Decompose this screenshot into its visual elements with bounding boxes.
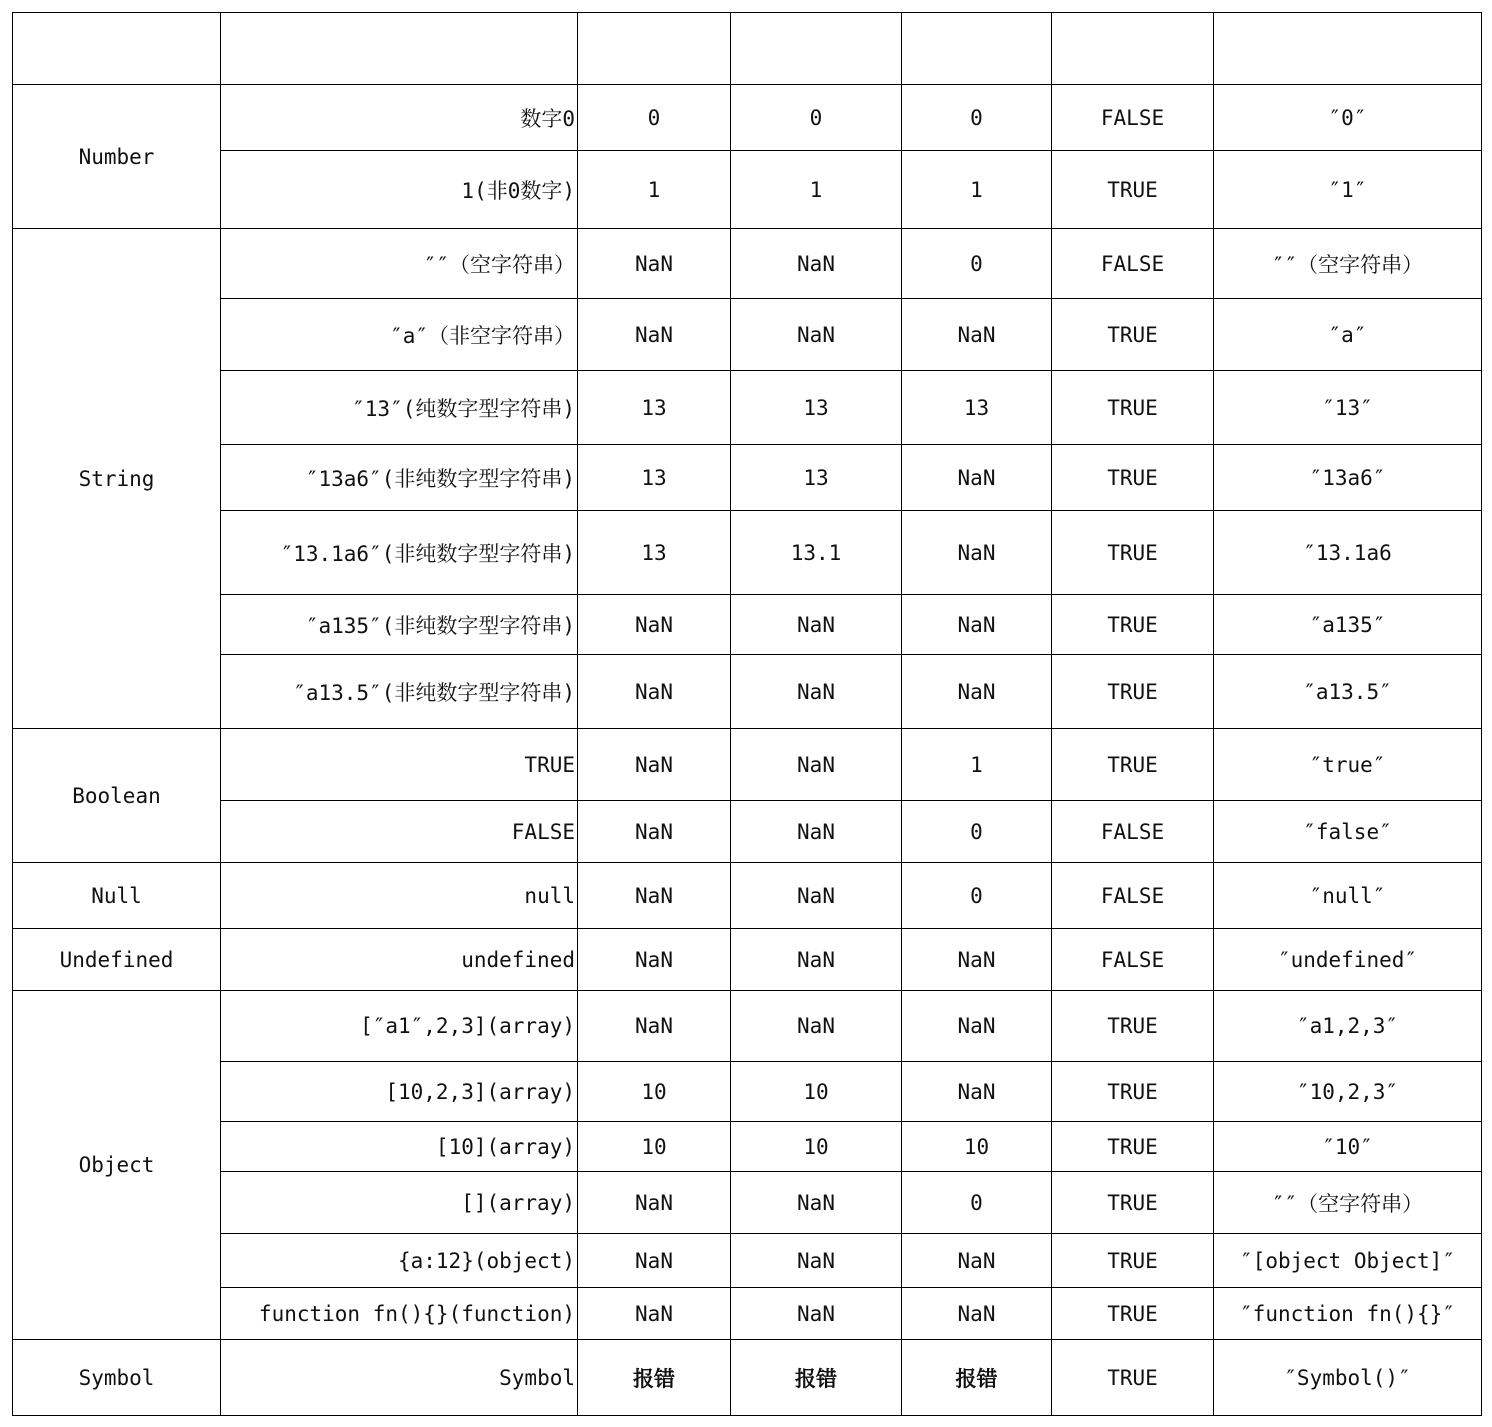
string-cell: ″[object Object]″: [1214, 1234, 1482, 1288]
boolean-cell: TRUE: [1052, 445, 1214, 511]
number-cell: NaN: [578, 595, 731, 655]
value-cell: ″a135″(非纯数字型字符串): [221, 595, 578, 655]
type-cell: Undefined: [13, 929, 221, 991]
parsefloat-cell: 1: [731, 151, 902, 229]
number-cell: 10: [578, 1122, 731, 1172]
value-cell: ″a13.5″(非纯数字型字符串): [221, 655, 578, 729]
parseint-cell: 0: [902, 1172, 1052, 1234]
table-row: [13, 929, 1482, 991]
number-cell: 13: [578, 511, 731, 595]
value-cell: [″a1″,2,3](array): [221, 991, 578, 1062]
parseint-cell: NaN: [902, 511, 1052, 595]
boolean-cell: TRUE: [1052, 655, 1214, 729]
parsefloat-cell: NaN: [731, 1172, 902, 1234]
value-cell: 数字0: [221, 85, 578, 151]
string-cell: ″13.1a6: [1214, 511, 1482, 595]
parseint-cell: NaN: [902, 445, 1052, 511]
table-row: [13, 1172, 1482, 1234]
parsefloat-cell: NaN: [731, 1234, 902, 1288]
parseint-cell: NaN: [902, 929, 1052, 991]
value-cell: [10,2,3](array): [221, 1062, 578, 1122]
boolean-cell: TRUE: [1052, 991, 1214, 1062]
string-cell: ″10,2,3″: [1214, 1062, 1482, 1122]
string-cell: ″1″: [1214, 151, 1482, 229]
boolean-cell: TRUE: [1052, 1172, 1214, 1234]
value-cell: function fn(){}(function): [221, 1288, 578, 1340]
parsefloat-cell: NaN: [731, 863, 902, 929]
table-row: [13, 299, 1482, 371]
type-cell: Symbol: [13, 1340, 221, 1416]
parseint-cell: 0: [902, 229, 1052, 299]
parsefloat-cell: NaN: [731, 929, 902, 991]
header-cell: [1052, 13, 1214, 85]
string-cell: ″false″: [1214, 801, 1482, 863]
string-cell: ″function fn(){}″: [1214, 1288, 1482, 1340]
string-cell: ″true″: [1214, 729, 1482, 801]
number-cell: NaN: [578, 229, 731, 299]
value-cell: TRUE: [221, 729, 578, 801]
parsefloat-cell: NaN: [731, 299, 902, 371]
header-cell: [578, 13, 731, 85]
parsefloat-cell: NaN: [731, 729, 902, 801]
table-row: [13, 1122, 1482, 1172]
string-cell: ″Symbol()″: [1214, 1340, 1482, 1416]
table-row: [13, 1234, 1482, 1288]
boolean-cell: TRUE: [1052, 151, 1214, 229]
boolean-cell: FALSE: [1052, 929, 1214, 991]
table-row: [13, 1340, 1482, 1416]
conversion-table: [12, 12, 1482, 1416]
table-row: [13, 801, 1482, 863]
boolean-cell: FALSE: [1052, 229, 1214, 299]
parseint-cell: 13: [902, 371, 1052, 445]
number-cell: 报错: [578, 1340, 731, 1416]
string-cell: ″a135″: [1214, 595, 1482, 655]
string-cell: ″0″: [1214, 85, 1482, 151]
parsefloat-cell: NaN: [731, 801, 902, 863]
header-cell: [1214, 13, 1482, 85]
string-cell: ″10″: [1214, 1122, 1482, 1172]
boolean-cell: TRUE: [1052, 1340, 1214, 1416]
string-cell: ″13a6″: [1214, 445, 1482, 511]
boolean-cell: TRUE: [1052, 1234, 1214, 1288]
number-cell: NaN: [578, 863, 731, 929]
value-cell: {a:12}(object): [221, 1234, 578, 1288]
parseint-cell: NaN: [902, 1234, 1052, 1288]
value-cell: 1(非0数字): [221, 151, 578, 229]
parseint-cell: 10: [902, 1122, 1052, 1172]
string-cell: ″13″: [1214, 371, 1482, 445]
parseint-cell: NaN: [902, 1288, 1052, 1340]
number-cell: 10: [578, 1062, 731, 1122]
number-cell: NaN: [578, 801, 731, 863]
table-row: [13, 595, 1482, 655]
boolean-cell: TRUE: [1052, 371, 1214, 445]
string-cell: ″null″: [1214, 863, 1482, 929]
parseint-cell: NaN: [902, 991, 1052, 1062]
string-cell: ″undefined″: [1214, 929, 1482, 991]
parsefloat-cell: 报错: [731, 1340, 902, 1416]
value-cell: ″13a6″(非纯数字型字符串): [221, 445, 578, 511]
header-row: [13, 13, 1482, 85]
boolean-cell: TRUE: [1052, 511, 1214, 595]
parsefloat-cell: NaN: [731, 595, 902, 655]
parseint-cell: 0: [902, 85, 1052, 151]
number-cell: NaN: [578, 991, 731, 1062]
boolean-cell: FALSE: [1052, 85, 1214, 151]
table-row: [13, 151, 1482, 229]
parsefloat-cell: 13: [731, 371, 902, 445]
number-cell: NaN: [578, 1172, 731, 1234]
table-row: [13, 511, 1482, 595]
table-row: [13, 445, 1482, 511]
number-cell: NaN: [578, 729, 731, 801]
parseint-cell: NaN: [902, 1062, 1052, 1122]
number-cell: NaN: [578, 655, 731, 729]
table-row: [13, 729, 1482, 801]
value-cell: ″13.1a6″(非纯数字型字符串): [221, 511, 578, 595]
value-cell: null: [221, 863, 578, 929]
type-cell: Number: [13, 85, 221, 229]
value-cell: Symbol: [221, 1340, 578, 1416]
string-cell: ″a1,2,3″: [1214, 991, 1482, 1062]
string-cell: ″a″: [1214, 299, 1482, 371]
string-cell: ″″（空字符串）: [1214, 1172, 1482, 1234]
table-row: [13, 1288, 1482, 1340]
number-cell: NaN: [578, 1288, 731, 1340]
header-cell: [902, 13, 1052, 85]
parsefloat-cell: 0: [731, 85, 902, 151]
type-cell: Object: [13, 991, 221, 1340]
parsefloat-cell: NaN: [731, 1288, 902, 1340]
table-row: [13, 85, 1482, 151]
table-row: [13, 371, 1482, 445]
value-cell: undefined: [221, 929, 578, 991]
value-cell: ″″（空字符串）: [221, 229, 578, 299]
number-cell: NaN: [578, 299, 731, 371]
value-cell: ″a″（非空字符串）: [221, 299, 578, 371]
boolean-cell: TRUE: [1052, 729, 1214, 801]
boolean-cell: FALSE: [1052, 863, 1214, 929]
parsefloat-cell: NaN: [731, 991, 902, 1062]
parsefloat-cell: 10: [731, 1122, 902, 1172]
parsefloat-cell: 13.1: [731, 511, 902, 595]
table-row: [13, 229, 1482, 299]
table-row: [13, 655, 1482, 729]
parsefloat-cell: 10: [731, 1062, 902, 1122]
boolean-cell: TRUE: [1052, 1288, 1214, 1340]
parseint-cell: 1: [902, 729, 1052, 801]
header-cell: [13, 13, 221, 85]
number-cell: 1: [578, 151, 731, 229]
parseint-cell: 0: [902, 801, 1052, 863]
type-cell: String: [13, 229, 221, 729]
number-cell: 0: [578, 85, 731, 151]
parseint-cell: NaN: [902, 595, 1052, 655]
parsefloat-cell: NaN: [731, 655, 902, 729]
number-cell: 13: [578, 445, 731, 511]
boolean-cell: TRUE: [1052, 1062, 1214, 1122]
number-cell: NaN: [578, 1234, 731, 1288]
parsefloat-cell: NaN: [731, 229, 902, 299]
string-cell: ″a13.5″: [1214, 655, 1482, 729]
value-cell: [](array): [221, 1172, 578, 1234]
parseint-cell: NaN: [902, 655, 1052, 729]
type-cell: Null: [13, 863, 221, 929]
table-row: [13, 991, 1482, 1062]
boolean-cell: TRUE: [1052, 299, 1214, 371]
number-cell: 13: [578, 371, 731, 445]
table-row: [13, 863, 1482, 929]
type-cell: Boolean: [13, 729, 221, 863]
boolean-cell: TRUE: [1052, 595, 1214, 655]
boolean-cell: FALSE: [1052, 801, 1214, 863]
header-cell: [221, 13, 578, 85]
header-cell: [731, 13, 902, 85]
parseint-cell: 1: [902, 151, 1052, 229]
value-cell: FALSE: [221, 801, 578, 863]
boolean-cell: TRUE: [1052, 1122, 1214, 1172]
parseint-cell: 0: [902, 863, 1052, 929]
parseint-cell: 报错: [902, 1340, 1052, 1416]
parseint-cell: NaN: [902, 299, 1052, 371]
parsefloat-cell: 13: [731, 445, 902, 511]
value-cell: ″13″(纯数字型字符串): [221, 371, 578, 445]
table-row: [13, 1062, 1482, 1122]
number-cell: NaN: [578, 929, 731, 991]
string-cell: ″″（空字符串）: [1214, 229, 1482, 299]
value-cell: [10](array): [221, 1122, 578, 1172]
